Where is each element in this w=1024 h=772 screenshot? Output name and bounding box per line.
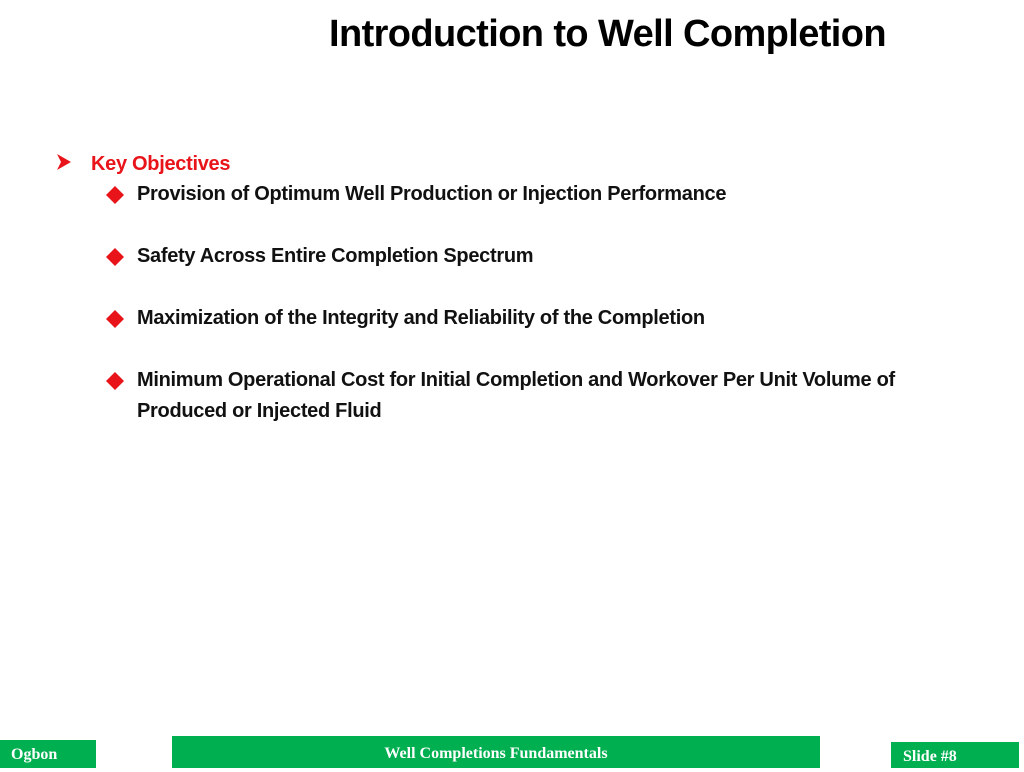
objective-text: Maximization of the Integrity and Reliability of the Completion [137,307,705,329]
list-item [106,241,986,272]
objective-text: Safety Across Entire Completion Spectrum [137,245,534,267]
diamond-bullet-icon [106,186,124,204]
footer-author-text: Ogbon [11,746,58,763]
objectives-list [106,179,986,458]
footer-course-text: Well Completions Fundamentals [384,745,608,762]
list-item [106,365,986,427]
objective-text: Minimum Operational Cost for Initial Completion and Workover Per Unit Volume of Produced or Injected Fluid [137,369,895,422]
diamond-bullet-icon [106,310,124,328]
list-item [106,303,986,334]
section-label: Key Objectives [91,153,231,175]
footer-slide-number [891,742,1019,768]
list-item [106,179,986,210]
diamond-bullet-icon [106,248,124,266]
diamond-bullet-icon [106,372,124,390]
footer-slide-number-text: Slide #8 [903,748,957,765]
slide-title: Introduction to Well Completion [329,13,886,55]
arrow-bullet-icon [56,153,72,171]
objective-text: Provision of Optimum Well Production or Injection Performance [137,183,727,205]
footer-author [0,740,96,768]
footer-course-title [172,736,820,768]
